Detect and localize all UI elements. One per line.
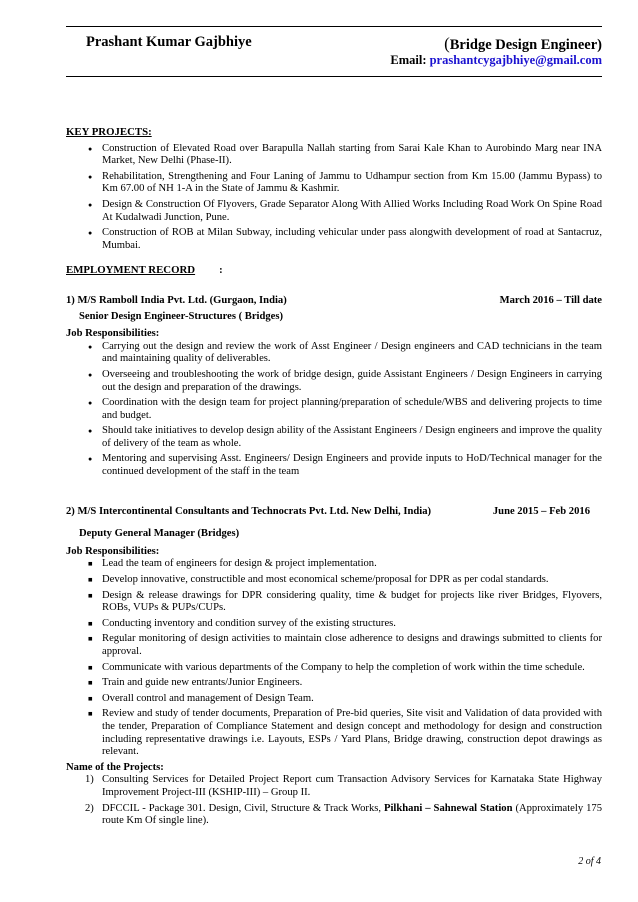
candidate-name: Prashant Kumar Gajbhiye [86, 34, 252, 50]
list-item: ● Construction of ROB at Milan Subway, including vehicular under pass alongwith development of road at Santacruz, Mumbai. [66, 227, 602, 252]
list-item: ● Overseeing and troubleshooting the work of bridge design, guide Assistant Engineers / Design Engineers in carrying out the design and preparation of the drawings. [66, 369, 602, 394]
key-projects-list [66, 143, 602, 253]
list-item: ■ Regular monitoring of design activities to maintain close adherence to designs and drawings submitted to clients for approval. [66, 633, 602, 658]
job-title [444, 34, 602, 54]
responsibilities-list [66, 341, 602, 479]
employment-heading [66, 264, 602, 278]
title-paren: ( [444, 34, 450, 53]
job-header-2 [66, 506, 602, 519]
employment-heading-colon: : [219, 265, 223, 277]
list-item: ■ Lead the team of engineers for design & project implementation. [66, 558, 602, 571]
list-item: ● Mentoring and supervising Asst. Engineers/ Design Engineers and provide inputs to HoD/Technical manager for the continued development of the staff in the team [66, 453, 602, 478]
key-projects-heading: KEY PROJECTS: [66, 126, 152, 138]
list-item: ■ Review and study of tender documents, Preparation of Pre-bid queries, Site visit and Validation of data provided with the tender, Preparation of Compliance Statement and design concept and methodology for design and construction including representative drawings i.e. Layouts, ESPs / Yard Plans, Bridge drawing, construction depot drawings as relevant. [66, 708, 602, 758]
list-item: ● Construction of Elevated Road over Barapulla Nallah starting from Sarai Kale Khan to Aurobindo Marg near INA Market, New Delhi (Phase-II). [66, 143, 602, 168]
project-text: Consulting Services for Detailed Project Report cum Transaction Advisory Services for Karnataka State Highway Improvement Project-III (KSHIP-III) – Group II. [102, 774, 602, 798]
responsibilities-label: Job Responsibilities: [66, 328, 160, 340]
list-item: ● Coordination with the design team for project planning/preparation of schedule/WBS and delivering projects to time and budget. [66, 397, 602, 422]
title-text: Bridge Design Engineer) [449, 37, 602, 53]
project-text-tail: (Approximately 175 route Km Of single line). [102, 802, 602, 827]
list-item: ● Design & Construction Of Flyovers, Grade Separator Along With Allied Works Including Road Work On Spine Road At Kudalwadi Junction, Pune. [66, 199, 602, 224]
list-item [66, 774, 602, 799]
header-rule [66, 76, 602, 77]
job-role: Deputy General Manager (Bridges) [79, 528, 240, 540]
job-dates: June 2015 – Feb 2016 [492, 505, 590, 517]
top-rule [66, 26, 602, 27]
list-item: ■ Conducting inventory and condition survey of the existing structures. [66, 618, 602, 631]
list-item: ● Should take initiatives to develop design ability of the Assistant Engineers / Design engineers and improve the quality of delivery of the team as whole. [66, 425, 602, 450]
page-number: 2 of 4 [578, 856, 601, 867]
project-text: DFCCIL - Package 301. Design, Civil, Structure & Track Works, [102, 802, 385, 814]
resume-content [66, 126, 602, 831]
email-link[interactable]: prashantcygajbhiye@gmail.com [429, 53, 602, 67]
projects-list [66, 774, 602, 827]
list-item [66, 803, 602, 828]
responsibilities-label: Job Responsibilities: [66, 545, 160, 557]
employment-heading-text: EMPLOYMENT RECORD [66, 264, 196, 277]
responsibilities-list [66, 558, 602, 758]
list-item: ■ Train and guide new entrants/Junior Engineers. [66, 677, 602, 690]
project-station: Pilkhani – Sahnewal Station [384, 802, 513, 814]
list-item: ■ Overall control and management of Design Team. [66, 693, 602, 706]
job-role: Senior Design Engineer-Structures ( Bridges) [79, 310, 284, 322]
job-header-1 [66, 295, 602, 308]
company-name: 2) M/S Intercontinental Consultants and Technocrats Pvt. Ltd. New Delhi, India) [66, 505, 432, 517]
job-dates: March 2016 – Till date [499, 294, 602, 306]
list-item: ■ Develop innovative, constructible and most economical scheme/proposal for DPR as per codal standards. [66, 574, 602, 587]
company-name: 1) M/S Ramboll India Pvt. Ltd. (Gurgaon, India) [66, 294, 287, 306]
list-item: ■ Communicate with various departments of the Company to help the completion of work within the time schedule. [66, 662, 602, 675]
item-number: 2) [85, 802, 94, 814]
list-item: ● Rehabilitation, Strengthening and Four Laning of Jammu to Udhampur section from Km 15.00 (Jammu Bypass) to Km 67.00 of NH 1-A in the State of Jammu & Kashmir. [66, 171, 602, 196]
email-label: Email: [390, 53, 430, 67]
list-item: ■ Design & release drawings for DPR considering quality, time & budget for projects like river Bridges, Flyovers, ROBs, VUPs & PUPs/CUPs. [66, 590, 602, 615]
item-number: 1) [85, 774, 94, 786]
projects-label: Name of the Projects: [66, 761, 164, 773]
list-item: ● Carrying out the design and review the work of Asst Engineer / Design engineers and CAD technicians in the team and maintaining quality of deliverables. [66, 341, 602, 366]
email-line [390, 53, 602, 68]
